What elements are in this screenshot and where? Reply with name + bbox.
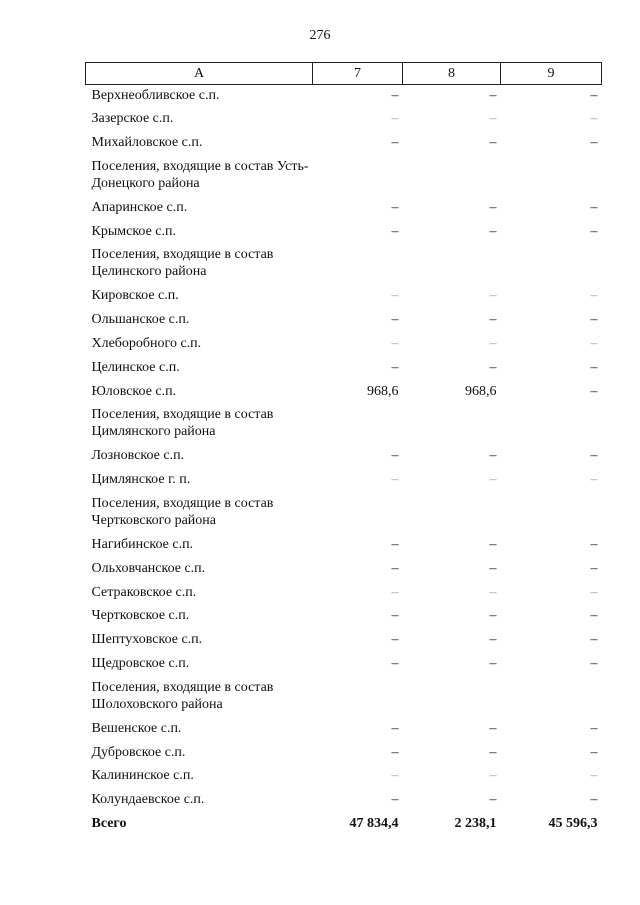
value-8: – [489, 312, 497, 328]
table-row [86, 765, 602, 789]
settlement-name: Дубровское с.п. [91, 744, 186, 760]
table-row [86, 132, 602, 156]
group-header-row [86, 244, 602, 285]
value-9: – [590, 656, 598, 672]
value-8: – [489, 720, 497, 736]
value-9: – [590, 448, 598, 464]
settlement-name: Кировское с.п. [91, 288, 179, 304]
value-9: – [590, 584, 598, 600]
settlement-name: Щедровское с.п. [91, 656, 190, 672]
settlement-name: Ольховчанское с.п. [91, 560, 206, 576]
value-7 [313, 156, 403, 197]
settlement-name: Колундаевское с.п. [91, 792, 205, 808]
group-title: Поселения, входящие в состав Цимлянского района [91, 407, 274, 440]
settlement-name: Лозновское с.п. [91, 448, 185, 464]
value-8 [403, 404, 501, 445]
group-header-row [86, 156, 602, 197]
value-9: – [590, 608, 598, 624]
settlement-name: Хлеборобного с.п. [91, 336, 202, 352]
value-8: – [489, 336, 497, 352]
value-7 [313, 677, 403, 718]
value-9: – [590, 720, 598, 736]
value-9: – [590, 135, 598, 151]
value-7: – [391, 560, 399, 576]
table-row [86, 85, 602, 109]
value-7: – [391, 223, 399, 239]
value-7: – [391, 88, 399, 103]
table-row [86, 558, 602, 582]
settlement-name: Михайловское с.п. [91, 135, 203, 151]
total-row [86, 813, 602, 837]
value-7: – [391, 472, 399, 488]
group-title: Поселения, входящие в состав Усть-Донецкого района [91, 158, 309, 191]
table-row [86, 108, 602, 132]
value-7: – [391, 744, 399, 760]
value-8: – [489, 448, 497, 464]
value-8: – [489, 744, 497, 760]
table-row [86, 197, 602, 221]
group-header-row [86, 493, 602, 534]
value-9: – [590, 111, 598, 127]
value-8: – [489, 560, 497, 576]
settlement-name: Калининское с.п. [91, 768, 194, 784]
group-header-row [86, 404, 602, 445]
value-9: – [590, 88, 598, 103]
settlement-name: Крымское с.п. [91, 223, 176, 239]
value-8: – [489, 656, 497, 672]
value-7: – [391, 584, 399, 600]
table-row [86, 789, 602, 813]
value-7: – [391, 720, 399, 736]
value-7: – [391, 359, 399, 375]
settlement-name: Чертковское с.п. [91, 608, 190, 624]
table-row [86, 445, 602, 469]
value-7: – [391, 448, 399, 464]
table-row [86, 629, 602, 653]
column-header-7: 7 [313, 63, 403, 85]
value-7: – [391, 135, 399, 151]
group-header-row [86, 677, 602, 718]
value-8: – [489, 537, 497, 553]
value-8: – [489, 632, 497, 648]
value-8: – [489, 111, 497, 127]
table-row [86, 582, 602, 606]
value-8: – [489, 472, 497, 488]
value-7: – [391, 768, 399, 784]
value-8: – [489, 88, 497, 103]
value-7: – [391, 656, 399, 672]
value-8 [403, 156, 501, 197]
value-7: – [391, 199, 399, 215]
settlement-name: Шептуховское с.п. [91, 632, 203, 648]
table-header [86, 63, 602, 85]
value-8: – [489, 223, 497, 239]
table-row [86, 534, 602, 558]
value-8: 968,6 [465, 383, 497, 399]
value-9: – [590, 768, 598, 784]
column-header-a: А [86, 63, 313, 85]
table-row [86, 285, 602, 309]
settlement-name: Цимлянское г. п. [91, 472, 191, 488]
value-8: – [489, 199, 497, 215]
table-row [86, 381, 602, 405]
table-row [86, 221, 602, 245]
total-label: Всего [91, 816, 127, 832]
table-row [86, 469, 602, 493]
data-table [85, 62, 602, 837]
settlement-name: Нагибинское с.п. [91, 537, 194, 553]
table-row [86, 653, 602, 677]
group-title: Поселения, входящие в состав Шолоховского района [91, 679, 274, 712]
settlement-name: Верхнеобливское с.п. [91, 88, 220, 103]
value-9 [501, 156, 602, 197]
value-7: – [391, 336, 399, 352]
value-8: – [489, 359, 497, 375]
value-9 [501, 677, 602, 718]
table-body [86, 85, 602, 837]
value-8 [403, 677, 501, 718]
value-9: – [590, 560, 598, 576]
value-7: – [391, 632, 399, 648]
group-title: Поселения, входящие в состав Целинского района [91, 247, 274, 280]
value-9: – [590, 472, 598, 488]
value-9 [501, 404, 602, 445]
settlement-name: Зазерское с.п. [91, 111, 174, 127]
value-7 [313, 404, 403, 445]
value-8: – [489, 584, 497, 600]
table-row [86, 718, 602, 742]
value-7: 968,6 [367, 383, 399, 399]
value-7 [313, 244, 403, 285]
value-8: – [489, 608, 497, 624]
table-row [86, 309, 602, 333]
settlement-name: Юловское с.п. [91, 383, 177, 399]
value-9: – [590, 359, 598, 375]
settlement-name: Апаринское с.п. [91, 199, 188, 215]
table-row [86, 742, 602, 766]
value-9: – [590, 632, 598, 648]
value-7: – [391, 608, 399, 624]
table-row [86, 605, 602, 629]
value-9: – [590, 223, 598, 239]
total-value-8: 2 238,1 [454, 816, 497, 832]
value-8 [403, 493, 501, 534]
settlement-name: Ольшанское с.п. [91, 312, 190, 328]
value-9: – [590, 312, 598, 328]
value-9: – [590, 537, 598, 553]
value-8 [403, 244, 501, 285]
total-value-9: 45 596,3 [548, 816, 598, 832]
settlement-name: Сетраковское с.п. [91, 584, 197, 600]
page-number: 276 [309, 28, 331, 43]
value-8: – [489, 792, 497, 808]
value-9: – [590, 383, 598, 399]
group-title: Поселения, входящие в состав Чертковского района [91, 496, 274, 529]
value-9 [501, 493, 602, 534]
value-7 [313, 493, 403, 534]
value-7: – [391, 792, 399, 808]
value-9: – [590, 792, 598, 808]
value-8: – [489, 135, 497, 151]
value-9: – [590, 288, 598, 304]
value-8: – [489, 768, 497, 784]
column-header-8: 8 [403, 63, 501, 85]
settlement-name: Целинское с.п. [91, 359, 180, 375]
table-row [86, 357, 602, 381]
table-row [86, 333, 602, 357]
settlement-name: Вешенское с.п. [91, 720, 182, 736]
value-9 [501, 244, 602, 285]
value-7: – [391, 288, 399, 304]
total-value-7: 47 834,4 [349, 816, 399, 832]
value-7: – [391, 537, 399, 553]
column-header-9: 9 [501, 63, 602, 85]
value-7: – [391, 312, 399, 328]
value-9: – [590, 336, 598, 352]
value-9: – [590, 199, 598, 215]
value-9: – [590, 744, 598, 760]
value-8: – [489, 288, 497, 304]
value-7: – [391, 111, 399, 127]
